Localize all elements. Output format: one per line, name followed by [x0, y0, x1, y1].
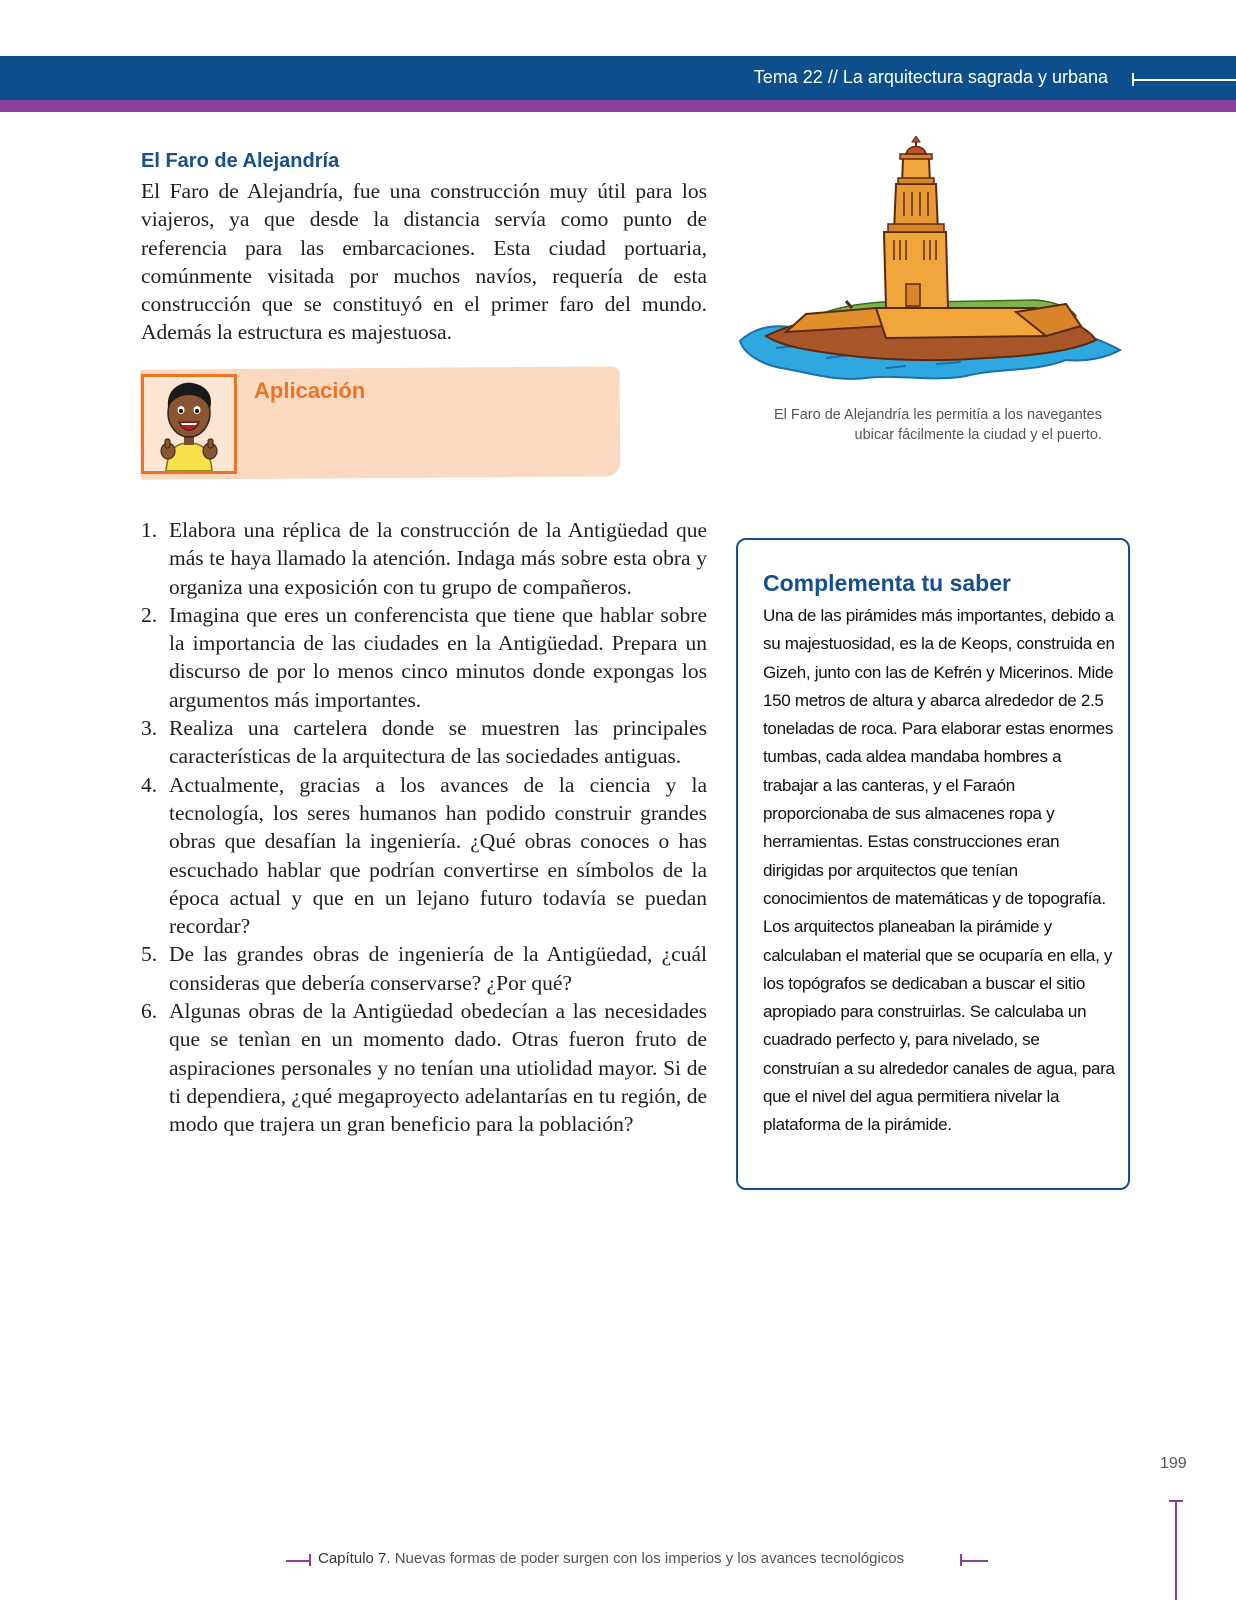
- page-number: 199: [1160, 1455, 1187, 1472]
- complementa-title: Complementa tu saber: [763, 570, 1011, 596]
- footer-tick-left: [309, 1554, 311, 1566]
- activity-number: 6.: [141, 999, 158, 1024]
- side-line: [1175, 1500, 1177, 1600]
- header-line: [1132, 79, 1236, 81]
- activities-list: [141, 516, 707, 1139]
- activity-number: 5.: [141, 942, 158, 967]
- lighthouse-caption: [740, 405, 1102, 445]
- aplicacion-title: Aplicación: [254, 378, 366, 403]
- faro-title: El Faro de Alejandría: [141, 150, 340, 172]
- activity-item: [141, 997, 707, 1138]
- faro-paragraph: El Faro de Alejandría, fue una construcción muy útil para los viajeros, ya que desde la distancia servía como punto de referencia para las embarcaciones. Esta ciudad portuaria, comúnmente visitada por muchos navíos, requería de esta construcción que se constituyó en el primer faro del mundo. Además la estructura es majestuosa.: [141, 179, 707, 345]
- activity-item: [141, 771, 707, 941]
- caption-line-1: El Faro de Alejandría les permitía a los navegantes: [773, 407, 1102, 423]
- activity-text: Actualmente, gracias a los avances de la ciencia y la tecnología, los seres humanos han podido construir grandes obras que desafían la ingeniería. ¿Qué obras conoces o has escuchado hablar que podrían convertirse en símbolos de la época actual y que en un lejano futuro todavía se puedan recordar?: [169, 772, 707, 939]
- header-stripe: [0, 100, 1236, 112]
- activity-number: 3.: [141, 716, 158, 741]
- activity-item: [141, 714, 707, 771]
- activity-number: 1.: [141, 518, 158, 542]
- activity-item: [141, 940, 707, 997]
- activity-text: Imagina que eres un conferencista que tiene que hablar sobre la importancia de las ciudades en la Antigüedad. Prepara un discurso de por lo menos cinco minutos donde expongas los argumentos más importantes.: [169, 602, 707, 712]
- complementa-paragraph-1: Una de las pirámides más importantes, debido a su majestuosidad, es la de Keops, construida en Gizeh, junto con las de Kefrén y Micerinos. Mide 150 metros de altura y abarca alrededor de 2.5 toneladas de roca. Para elaborar estas enormes tumbas, cada aldea mandaba hombres a trabajar a las canteras, y el Faraón proporcionaba de sus almacenes ropa y herramientas. Estas construcciones eran dirigidas por arquitectos que tenían conocimientos de matemáticas y de topografía.: [763, 606, 1115, 908]
- activity-number: 2.: [141, 602, 158, 627]
- complementa-paragraph-2: Los arquitectos planeaban la pirámide y calculaban el material que se ocuparía en ella, y los topógrafos se dedicaban a buscar el sitio apropiado para construirlas. Se calculaba un cuadrado perfecto y, para nivelado, se construían a su alrededor canales de agua, para que el nivel del agua permitiera nivelar la plataforma de la pirámide.: [763, 917, 1115, 1135]
- chapter-footer: [318, 1550, 904, 1567]
- student-thumbs-up-icon: [141, 374, 237, 474]
- topic-title: Tema 22 // La arquitectura sagrada y urbana: [753, 67, 1108, 87]
- footer-line-right: [960, 1560, 988, 1562]
- lighthouse-illustration: [736, 136, 1128, 398]
- complementa-text: [763, 602, 1115, 1140]
- footer-line-left: [286, 1560, 311, 1562]
- activity-number: 4.: [141, 772, 158, 797]
- activity-text: Elabora una réplica de la construcción de la Antigüedad que más te haya llamado la atención. Indaga más sobre esta obra y organiza una exposición con tu grupo de compañeros.: [169, 518, 707, 599]
- activity-text: De las grandes obras de ingeniería de la Antigüedad, ¿cuál consideras que debería conservarse? ¿Por qué?: [169, 942, 707, 995]
- activity-text: Realiza una cartelera donde se muestren las principales características de la arquitectura de las sociedades antiguas.: [169, 716, 707, 769]
- chapter-title: Nuevas formas de poder surgen con los imperios y los avances tecnológicos: [394, 1550, 905, 1567]
- activity-item: [141, 516, 707, 601]
- activity-text: Algunas obras de la Antigüedad obedecían a las necesidades que se tenìan en un momento dado. Otras fueron fruto de aspiraciones personales y no tenían una utiolidad mayor. Si de ti dependiera, ¿qué megaproyecto adelantarías en tu región, de modo que trajera un gran beneficio para la población?: [169, 999, 707, 1137]
- activity-item: [141, 601, 707, 714]
- chapter-label: Capítulo 7.: [318, 1550, 391, 1567]
- caption-line-2: ubicar fácilmente la ciudad y el puerto.: [854, 427, 1102, 443]
